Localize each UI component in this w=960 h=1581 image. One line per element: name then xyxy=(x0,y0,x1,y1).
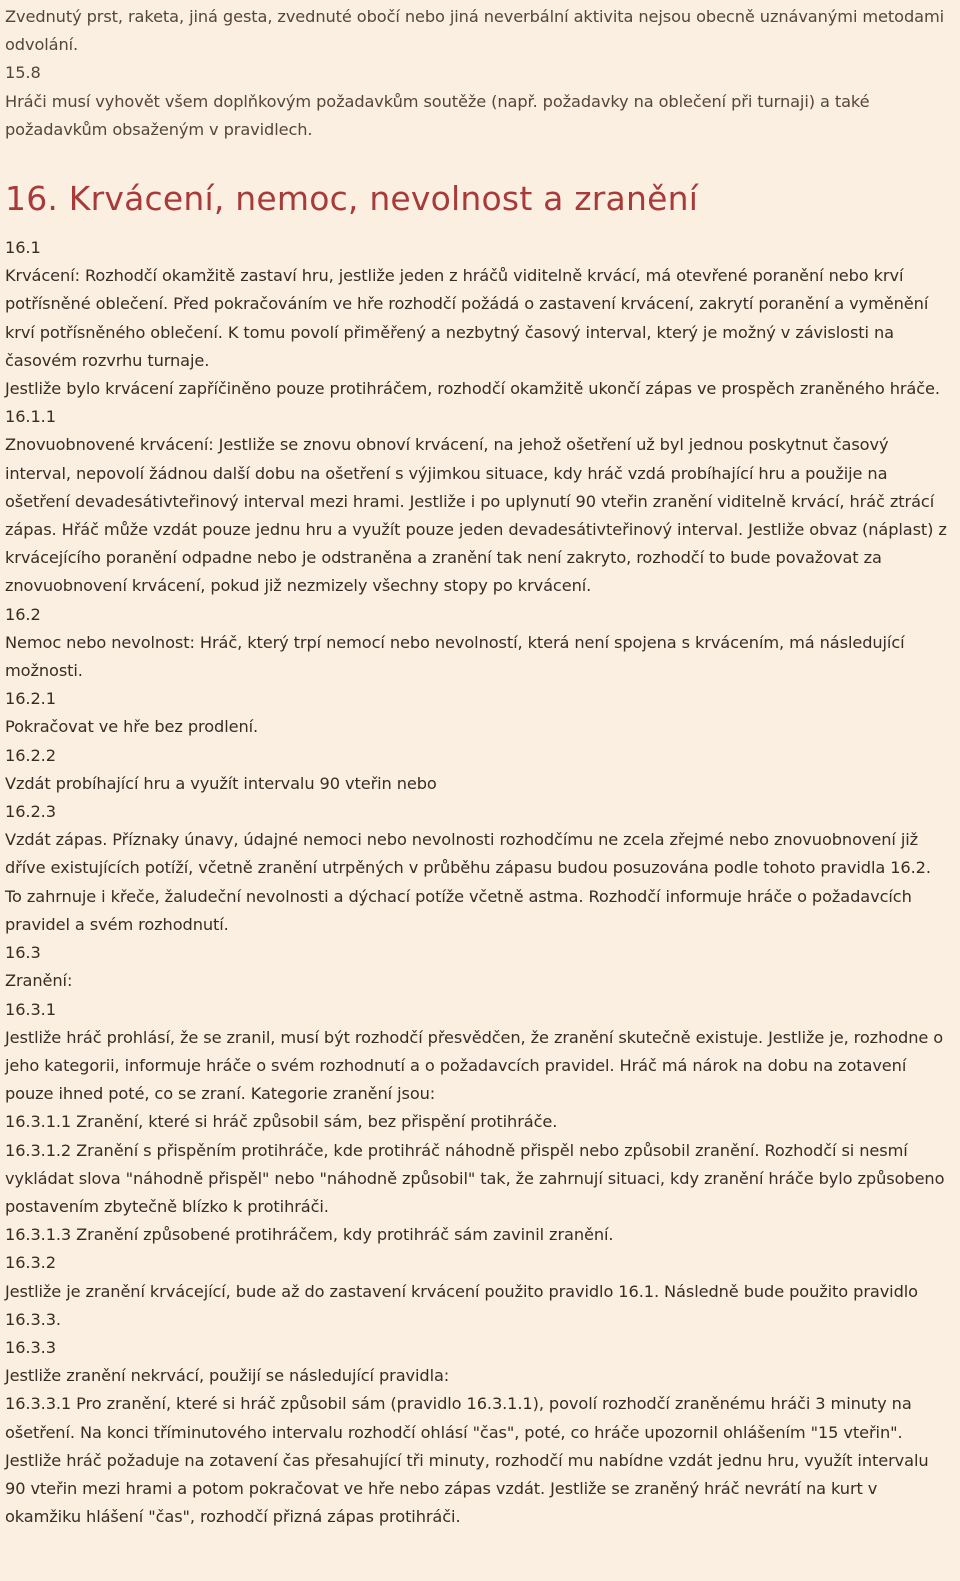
rule-number: 16.3 xyxy=(5,943,41,963)
rule-text: 16.3.1.3 Zranění způsobené protihráčem, kdy protihráč sám zavinil zranění. xyxy=(5,1225,614,1245)
rule-text: Nemoc nebo nevolnost: Hráč, který trpí nemocí nebo nevolností, která není spojena s krvácením, má následující možnosti. xyxy=(5,632,905,681)
intro-paragraph: Hráči musí vyhovět všem doplňkovým požadavkům soutěže (např. požadavky na oblečení při turnaji) a také požadavkům obsaženým v pravidlech. xyxy=(5,91,870,139)
rule-number: 16.2 xyxy=(5,604,41,624)
rule-text: Znovuobnovené krvácení: Jestliže se znovu obnoví krvácení, na jehož ošetření už byl jednou poskytnut časový interval, nepovolí žádnou další dobu na ošetření s výjimkou situace, kdy hráč vzdá probíhající hru a použije na ošetření devadesátivteřinový interval mezi hrami. Jestliže i po uplynutí 90 vteřin zranění viditelně krvácí, hráč ztrácí zápas. Hřáč může vzdát pouze jednu hru a využít pouze jeden devadesátivteřinový interval. Jestliže obvaz (náplast) z krvácejícího poranění odpadne nebo je odstraněna a zranění tak není zakryto, rozhodčí to bude považovat za znovuobnovení krvácení, pokud již nezmizely všechny stopy po krvácení. xyxy=(5,435,947,596)
intro-paragraph: Zvednutý prst, raketa, jiná gesta, zvednuté obočí nebo jiná neverbální aktivita nejsou obecně uznávanými metodami odvolání. xyxy=(5,7,945,55)
rule-number: 16.2.3 xyxy=(5,802,56,822)
rule-text: Pokračovat ve hře bez prodlení. xyxy=(5,717,259,737)
rule-text: Jestliže hráč prohlásí, že se zranil, musí být rozhodčí přesvědčen, že zranění skutečně existuje. Jestliže je, rozhodne o jeho kategorii, informuje hráče o svém rozhodnutí a o požadavcích pravidel. Hráč má nárok na dobu na zotavení pouze ihned poté, co se zraní. Kategorie zranění jsou: xyxy=(5,1027,944,1104)
rule-text: Jestliže je zranění krvácející, bude až do zastavení krvácení použito pravidlo 16.1. Následně bude použito pravidlo 16.3.3. xyxy=(5,1281,918,1329)
rule-text: Zranění: xyxy=(5,971,73,991)
rule-number: 16.3.1 xyxy=(5,999,56,1019)
rules-section xyxy=(5,234,950,1531)
rule-number: 16.2.1 xyxy=(5,689,56,709)
intro-section xyxy=(5,3,950,144)
rule-number: 16.2.2 xyxy=(5,745,56,765)
rule-text: 16.3.3.1 Pro zranění, které si hráč způsobil sám (pravidlo 16.3.1.1), povolí rozhodčí zraněnému hráči 3 minuty na ošetření. Na konci tříminutového intervalu rozhodčí ohlásí "čas", poté, co hráče upozornil ohlášením "15 vteřin". Jestliže hráč požaduje na zotavení čas přesahující tři minuty, rozhodčí mu nabídne vzdát jednu hru, využít intervalu 90 vteřin mezi hrami a potom pokračovat ve hře nebo zápas vzdát. Jestliže se zraněný hráč nevrátí na kurt v okamžiku hlášení "čas", rozhodčí přizná zápas protihráči. xyxy=(5,1394,929,1527)
rule-text: Vzdát zápas. Příznaky únavy, údajné nemoci nebo nevolnosti rozhodčímu ne zcela zřejmé nebo znovuobnovení již dříve existujících potíží, včetně zranění utrpěných v průběhu zápasu budou posuzována podle tohoto pravidla 16.2. To zahrnuje i křeče, žaludeční nevolnosti a dýchací potíže včetně astma. Rozhodčí informuje hráče o požadavcích pravidel a svém rozhodnutí. xyxy=(5,830,931,934)
rule-text: Krvácení: Rozhodčí okamžitě zastaví hru, jestliže jeden z hráčů viditelně krvácí, má otevřené poranění nebo krví potřísněné oblečení. Před pokračováním ve hře rozhodčí požádá o zastavení krvácení, zakrytí poranění a vyměnění krví potřísněného oblečení. K tomu povolí přiměřený a nezbytný časový interval, který je možný v závislosti na časovém rozvrhu turnaje. xyxy=(5,266,929,370)
rule-text: Jestliže bylo krvácení zapříčiněno pouze protihráčem, rozhodčí okamžitě ukončí zápas ve prospěch zraněného hráče. xyxy=(5,379,940,399)
rule-text: Jestliže zranění nekrvácí, použijí se následující pravidla: xyxy=(5,1366,450,1386)
rule-number: 16.3.3 xyxy=(5,1337,56,1357)
section-heading: 16. Krvácení, nemoc, nevolnost a zranění xyxy=(5,179,699,219)
rule-text: 16.3.1.2 Zranění s přispěním protihráče, kde protihráč náhodně přispěl nebo způsobil zranění. Rozhodčí si nesmí vykládat slova "náhodně přispěl" nebo "náhodně způsobil" tak, že zahrnují situaci, kdy zranění hráče bylo způsobeno postavením zbytečně blízko k protihráči. xyxy=(5,1140,945,1216)
section-number: 15.8 xyxy=(5,63,41,83)
rule-text: 16.3.1.1 Zranění, které si hráč způsobil sám, bez přispění protihráče. xyxy=(5,1112,558,1132)
rule-number: 16.3.2 xyxy=(5,1253,56,1273)
rule-number: 16.1 xyxy=(5,238,41,258)
rule-text: Vzdát probíhající hru a využít intervalu 90 vteřin nebo xyxy=(5,773,437,793)
rule-number: 16.1.1 xyxy=(5,407,56,427)
